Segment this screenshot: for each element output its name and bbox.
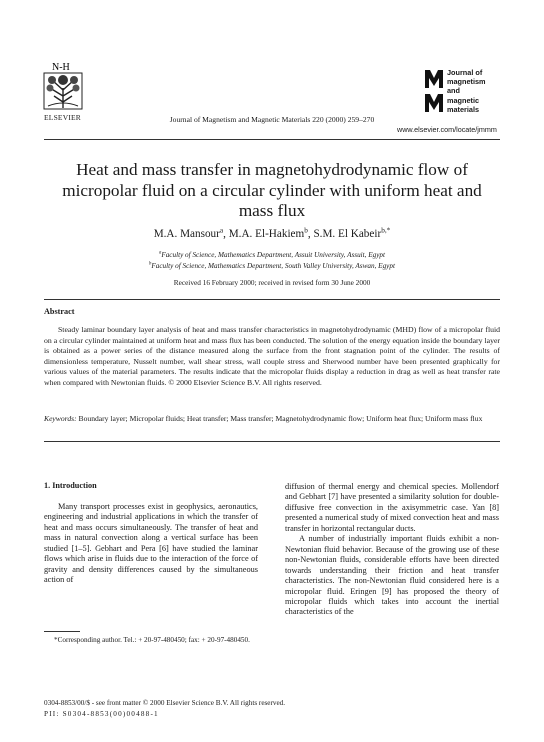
author-affiliation-mark: b,* (381, 226, 391, 235)
article-title: Heat and mass transfer in magnetohydrodynamic flow of micropolar fluid on a circular cylinder with uniform heat and mass flux (62, 160, 482, 220)
affiliation-text: Faculty of Science, Mathematics Department, Assuit University, Assuit, Egypt (161, 251, 386, 259)
header-divider (44, 139, 500, 140)
affiliation-mark: a (158, 250, 162, 256)
author-name: M.A. Mansour (153, 228, 220, 240)
affiliation-mark: b (149, 261, 152, 267)
abstract-text: Steady laminar boundary layer analysis of heat and mass transfer characteristics in magnetohydrodynamic (MHD) flow of a micropolar fluid on a circular cylinder maintained at uniform heat and mass flux has been conducted. The solution of the energy equation inside the boundary layer is obtained as a power series of the distance measured along the surface from the front stagnation point of the cylinder. The results of dimensionless temperature, Nusselt number, wall shear stress, wall couple stress and Sherwood number have been presented graphically for various values of the material parameters. The results indicate that the micropolar fluids display a reduction in drag as well as heat transfer rate when compared with Newtonian fluids. © 2000 Elsevier Science B.V. All rights reserved. (44, 325, 500, 387)
keywords-label: Keywords: (44, 414, 77, 423)
corresponding-author-footnote: *Corresponding author. Tel.: + 20-97-480450; fax: + 20-97-480450. (54, 636, 250, 644)
publisher-logo-text: N-H (52, 62, 70, 73)
affiliation (0, 251, 544, 259)
paragraph: A number of industrially important fluids exhibit a non-Newtonian fluid behavior. Because of the growing use of these non-Newtonian fluids, considerable efforts have been directed towards understanding their friction and heat transfer characteristics. The non-Newtonian fluid considered here is a micropolar fluid. Eringen [9] has proposed the theory of micropolar fluids which takes into account the inertial characteristics of the (285, 534, 499, 617)
journal-logo-line: and (447, 86, 460, 96)
author-affiliation-mark: b (304, 226, 308, 235)
left-column (44, 502, 258, 586)
journal-mm-logo-icon (424, 68, 444, 114)
affiliation-text: Faculty of Science, Mathematics Department, South Valley University, Aswan, Egypt (151, 262, 395, 270)
footnote-rule (44, 631, 80, 632)
journal-logo-line: magnetism (447, 77, 486, 87)
journal-logo-text (447, 68, 507, 114)
affiliation (0, 262, 544, 270)
journal-logo-line: materials (447, 104, 480, 114)
journal-url: www.elsevier.com/locate/jmmm (397, 125, 497, 134)
author-name: S.M. El Kabeir (313, 228, 382, 240)
right-column (285, 482, 499, 618)
paragraph: Many transport processes exist in geophysics, aeronautics, engineering and industrial applications in which the transfer of heat and mass occurs simultaneously. The transfer of heat and mass in natural convection along a vertical surface has been studied [1–5]. Gebhart and Pera [6] have studied the laminar flows which arise in fluids due to the interaction of the force of gravity and density differences caused by the simultaneous action of (44, 502, 258, 585)
journal-logo-line: magnetic (447, 95, 480, 105)
copyright-line: 0304-8853/00/$ - see front matter © 2000 Elsevier Science B.V. All rights reserved. (44, 699, 286, 707)
author-name: M.A. El-Hakiem (228, 228, 305, 240)
keywords-text: Boundary layer; Micropolar fluids; Heat transfer; Mass transfer; Magnetohydrodynamic flow; Uniform heat flux; Uniform mass flux (78, 414, 483, 423)
section-heading: 1. Introduction (44, 481, 97, 490)
author-affiliation-mark: a (219, 226, 224, 235)
paragraph: diffusion of thermal energy and chemical species. Mollendorf and Gebhart [7] have presented a similarity solution for double-diffusive free convection in the axisymmetric case. Yan [8] presented a numerical study of mixed convection heat and mass transfer in horizontal rectangular ducts. (285, 482, 499, 533)
keywords (44, 414, 500, 424)
elsevier-tree-logo-icon (40, 60, 88, 118)
abstract-heading: Abstract (44, 307, 75, 316)
author-list: M.A. Mansour$^a$, M.A. El-Hakiem$^b$, S.M. El Kabeir$^{b,*}$ (153, 226, 391, 240)
abstract-divider-top (44, 299, 500, 300)
journal-reference: Journal of Magnetism and Magnetic Materials 220 (2000) 259–270 (169, 115, 375, 124)
publisher-name: ELSEVIER (44, 113, 82, 122)
abstract-divider-bottom (44, 441, 500, 442)
received-dates: Received 16 February 2000; received in revised form 30 June 2000 (173, 278, 371, 287)
pii-line: PII: S0304-8853(00)00488-1 (44, 710, 159, 718)
journal-logo-line: Journal of (447, 68, 483, 77)
